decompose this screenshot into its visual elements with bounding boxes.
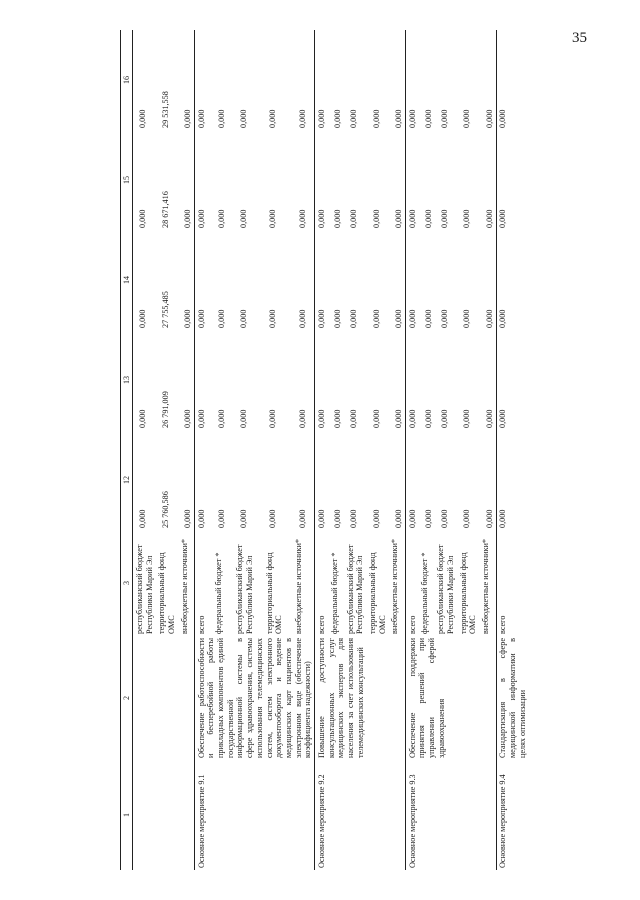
value-cell: 0,000: [333, 409, 343, 428]
value-cell: 0,000: [439, 209, 449, 228]
value-cell: 26 791,009: [160, 391, 170, 428]
table-row: [156, 30, 178, 870]
value-cell: 0,000: [371, 409, 381, 428]
value-cell: 0,000: [333, 309, 343, 328]
value-cell: 0,000: [297, 409, 307, 428]
value-cell: 0,000: [439, 309, 449, 328]
value-cell: 0,000: [315, 30, 328, 130]
value-cell: 0,000: [349, 209, 359, 228]
value-cell: 0,000: [393, 509, 403, 528]
value-cell: 0,000: [268, 209, 278, 228]
value-cell: 0,000: [393, 209, 403, 228]
source-cell: всего: [406, 530, 419, 636]
value-cell: 0,000: [496, 330, 529, 430]
value-cell: 0,000: [371, 209, 381, 228]
table-row: [195, 30, 212, 870]
measure-label: Основное мероприятие 9.2: [315, 760, 406, 870]
value-cell: 0,000: [238, 509, 248, 528]
table-row: [133, 30, 156, 870]
value-cell: 0,000: [195, 430, 212, 530]
measure-description: Обеспечение работоспособности и бесперебойной работы прикладных компонентов единой государственной информационной системы в сфере здравоохранения, системы использования телемедицинских систем, систем электронного документооборота и ведение медицинских карт пациентов в электронном виде (обеспечение коэффициента надежности): [195, 636, 315, 760]
value-cell: 0,000: [183, 509, 193, 528]
value-cell: 28 671,416: [160, 191, 170, 228]
value-cell: 0,000: [462, 309, 472, 328]
value-cell: 0,000: [297, 509, 307, 528]
value-cell: 0,000: [462, 509, 472, 528]
value-cell: 0,000: [333, 509, 343, 528]
value-cell: 27 755,485: [160, 291, 170, 328]
value-cell: 0,000: [393, 109, 403, 128]
value-cell: 0,000: [496, 130, 529, 230]
value-cell: 0,000: [484, 509, 494, 528]
source-cell: федеральный бюджет *: [329, 552, 339, 634]
source-cell: республиканский бюджет Республики Марий Эл: [134, 544, 154, 634]
source-cell: республиканский бюджет Республики Марий Эл: [436, 544, 456, 634]
value-cell: 0,000: [484, 109, 494, 128]
value-cell: 0,000: [238, 209, 248, 228]
value-cell: 0,000: [138, 409, 148, 428]
value-cell: 0,000: [297, 109, 307, 128]
value-cell: 0,000: [423, 509, 433, 528]
value-cell: 0,000: [183, 409, 193, 428]
value-cell: 0,000: [315, 230, 328, 330]
value-cell: 0,000: [393, 409, 403, 428]
value-cell: 0,000: [297, 309, 307, 328]
value-cell: 0,000: [349, 409, 359, 428]
source-cell: федеральный бюджет *: [213, 552, 223, 634]
value-cell: 29 531,558: [160, 91, 170, 128]
value-cell: 0,000: [406, 330, 419, 430]
value-cell: 0,000: [195, 30, 212, 130]
value-cell: 0,000: [484, 309, 494, 328]
measure-description: Стандартизация в сфере медицинской информатики в целях оптимизации: [496, 636, 529, 760]
value-cell: 0,000: [423, 209, 433, 228]
value-cell: 0,000: [406, 430, 419, 530]
page-number: 35: [572, 30, 587, 46]
measure-label: Основное мероприятие 9.4: [496, 760, 529, 870]
value-cell: 0,000: [238, 409, 248, 428]
source-cell: внебюджетные источники*: [179, 539, 189, 634]
value-cell: 0,000: [462, 209, 472, 228]
value-cell: 0,000: [195, 130, 212, 230]
value-cell: 0,000: [315, 130, 328, 230]
source-cell: федеральный бюджет *: [420, 552, 430, 634]
value-cell: 0,000: [371, 309, 381, 328]
table-row: [496, 30, 529, 870]
value-cell: 0,000: [349, 109, 359, 128]
value-cell: 0,000: [315, 330, 328, 430]
value-cell: 0,000: [349, 509, 359, 528]
value-cell: 0,000: [297, 209, 307, 228]
header-cell: 3: [121, 530, 133, 636]
header-cell: 12: [121, 430, 133, 530]
table-row: [315, 30, 328, 870]
value-cell: 0,000: [439, 509, 449, 528]
header-cell: 15: [121, 130, 133, 230]
value-cell: 0,000: [195, 330, 212, 430]
source-cell: всего: [496, 530, 529, 636]
measure-description: Повышение доступности консультационных услуг медицинских экспертов для населения за счет использования телемедицинских консультаций: [315, 636, 406, 760]
source-cell: территориальный фонд ОМС: [368, 552, 387, 634]
measure-label: Основное мероприятие 9.3: [406, 760, 497, 870]
value-cell: 0,000: [217, 509, 227, 528]
value-cell: 0,000: [439, 409, 449, 428]
value-cell: 0,000: [268, 509, 278, 528]
value-cell: 0,000: [462, 109, 472, 128]
rotated-table-wrapper: [120, 30, 626, 870]
value-cell: 0,000: [371, 109, 381, 128]
measure-description: Обеспечение поддержки принятия решений при управлении сферой здравоохранения: [406, 636, 497, 760]
value-cell: 0,000: [371, 509, 381, 528]
value-cell: 0,000: [268, 309, 278, 328]
budget-table: [120, 30, 529, 870]
source-cell: внебюджетные источники*: [390, 539, 400, 634]
value-cell: 0,000: [423, 309, 433, 328]
header-cell: 1: [121, 760, 133, 870]
value-cell: 0,000: [406, 130, 419, 230]
value-cell: 0,000: [217, 409, 227, 428]
value-cell: 0,000: [183, 109, 193, 128]
value-cell: 0,000: [238, 309, 248, 328]
value-cell: 0,000: [349, 309, 359, 328]
value-cell: 0,000: [268, 409, 278, 428]
source-cell: всего: [195, 530, 212, 636]
value-cell: 0,000: [423, 109, 433, 128]
value-cell: 0,000: [439, 109, 449, 128]
value-cell: 0,000: [462, 409, 472, 428]
value-cell: 25 760,586: [160, 491, 170, 528]
table-row: [406, 30, 419, 870]
header-cell: 14: [121, 230, 133, 330]
source-cell: всего: [315, 530, 328, 636]
table-row: [178, 30, 195, 870]
value-cell: 0,000: [484, 409, 494, 428]
value-cell: 0,000: [393, 309, 403, 328]
value-cell: 0,000: [333, 109, 343, 128]
source-cell: территориальный фонд ОМС: [157, 552, 176, 634]
source-cell: территориальный фонд ОМС: [264, 552, 284, 634]
value-cell: 0,000: [423, 409, 433, 428]
value-cell: 0,000: [496, 30, 529, 130]
header-row: [121, 30, 133, 870]
header-cell: 16: [121, 30, 133, 130]
measure-label: Основное мероприятие 9.1: [195, 760, 315, 870]
value-cell: 0,000: [268, 109, 278, 128]
value-cell: 0,000: [496, 230, 529, 330]
value-cell: 0,000: [138, 209, 148, 228]
value-cell: 0,000: [217, 309, 227, 328]
value-cell: 0,000: [238, 109, 248, 128]
source-cell: внебюджетные источники*: [294, 539, 304, 634]
header-cell: 13: [121, 330, 133, 430]
value-cell: 0,000: [138, 509, 148, 528]
source-cell: республиканский бюджет Республики Марий Эл: [345, 544, 365, 634]
value-cell: 0,000: [217, 109, 227, 128]
source-cell: территориальный фонд ОМС: [458, 552, 478, 634]
value-cell: 0,000: [138, 309, 148, 328]
value-cell: 0,000: [217, 209, 227, 228]
value-cell: 0,000: [406, 30, 419, 130]
value-cell: 0,000: [195, 230, 212, 330]
value-cell: 0,000: [183, 309, 193, 328]
value-cell: 0,000: [333, 209, 343, 228]
value-cell: 0,000: [315, 430, 328, 530]
header-cell: 2: [121, 636, 133, 760]
value-cell: 0,000: [138, 109, 148, 128]
source-cell: республиканский бюджет Республики Марий Эл: [235, 544, 254, 634]
value-cell: 0,000: [406, 230, 419, 330]
value-cell: 0,000: [484, 209, 494, 228]
source-cell: внебюджетные источники*: [481, 539, 491, 634]
value-cell: 0,000: [496, 430, 529, 530]
value-cell: 0,000: [183, 209, 193, 228]
